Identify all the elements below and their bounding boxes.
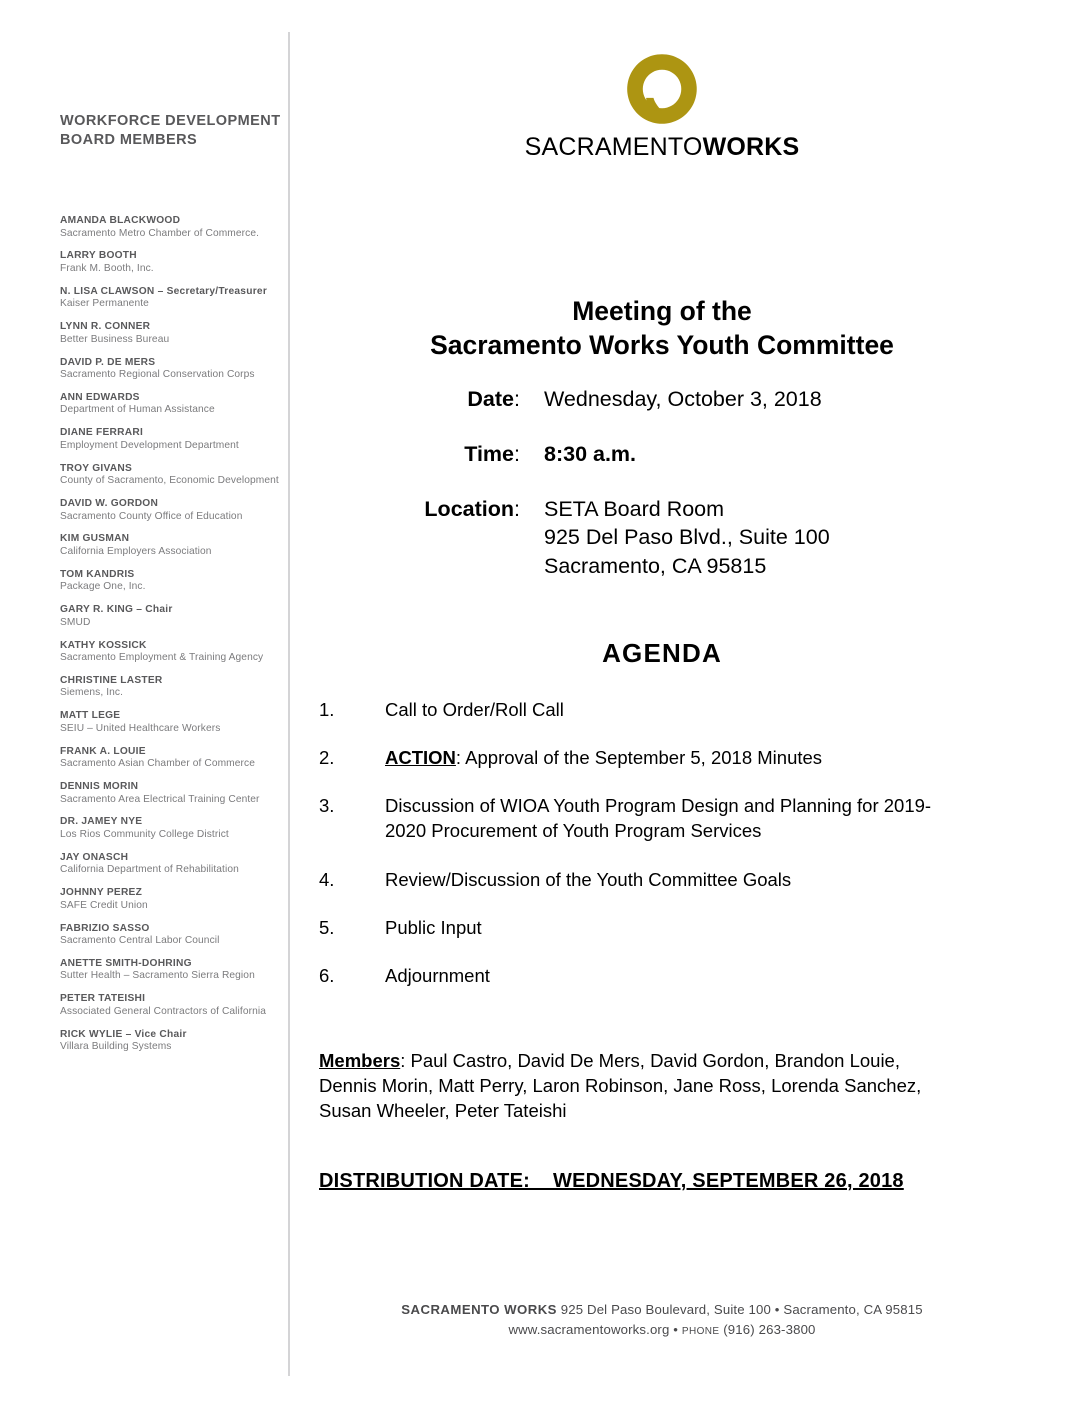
board-member-org: Sacramento Central Labor Council xyxy=(60,935,220,947)
footer-brand: SACRAMENTO WORKS xyxy=(401,1302,557,1317)
agenda-item-text: Adjournment xyxy=(385,964,490,986)
board-member-org: Villara Building Systems xyxy=(60,1041,172,1053)
board-member-entry xyxy=(60,640,282,665)
board-member-entry xyxy=(60,250,282,275)
board-member-entry xyxy=(60,321,282,346)
board-member-name: JOHNNY PEREZ xyxy=(60,887,143,899)
board-member-name: TROY GIVANS xyxy=(60,462,132,474)
meeting-date-label-text: Date xyxy=(467,387,515,411)
board-member-org: Sacramento Regional Conservation Corps xyxy=(60,369,255,381)
board-member-name: LYNN R. CONNER xyxy=(60,321,151,333)
agenda-item-number: 1. xyxy=(319,699,335,720)
board-member-entry xyxy=(60,357,282,382)
agenda-item xyxy=(319,963,979,988)
agenda-item-action-tag: ACTION xyxy=(385,747,456,769)
meeting-location-line3: Sacramento, CA 95815 xyxy=(544,554,767,579)
board-member-name: N. LISA CLAWSON – Secretary/Treasurer xyxy=(60,285,268,297)
board-member-entry xyxy=(60,958,282,983)
agenda-item xyxy=(319,745,979,770)
page-title xyxy=(312,294,1012,363)
vertical-divider xyxy=(288,32,290,1376)
meeting-time-label-text: Time xyxy=(464,441,515,466)
meeting-details xyxy=(312,385,1012,607)
agenda-item-number: 2. xyxy=(319,747,335,769)
board-member-name: JAY ONASCH xyxy=(60,851,129,863)
page-footer xyxy=(312,1300,1012,1340)
meeting-time-value: 8:30 a.m. xyxy=(544,441,637,466)
footer-phone-number: (916) 263-3800 xyxy=(719,1321,816,1337)
board-member-entry xyxy=(60,746,282,771)
board-member-entry xyxy=(60,215,282,240)
board-members-sidebar xyxy=(60,112,282,1064)
board-member-name: MATT LEGE xyxy=(60,710,121,722)
meeting-date-label xyxy=(312,385,520,414)
board-member-name: CHRISTINE LASTER xyxy=(60,674,163,686)
board-member-org: California Employers Association xyxy=(60,545,212,557)
board-member-name: FRANK A. LOUIE xyxy=(60,745,146,757)
board-member-org: Department of Human Assistance xyxy=(60,404,215,416)
agenda-item xyxy=(319,793,979,843)
board-member-entry xyxy=(60,1029,282,1054)
board-member-name: DR. JAMEY NYE xyxy=(60,816,143,828)
meeting-location-colon: : xyxy=(514,496,520,521)
board-member-org: California Department of Rehabilitation xyxy=(60,864,239,876)
board-member-name: ANN EDWARDS xyxy=(60,391,140,403)
board-member-entry xyxy=(60,604,282,629)
board-member-entry xyxy=(60,463,282,488)
distribution-date: DISTRIBUTION DATE: WEDNESDAY, SEPTEMBER 26, 2018 xyxy=(319,1170,904,1192)
footer-address: 925 Del Paso Boulevard, Suite 100 • Sacramento, CA 95815 xyxy=(556,1302,923,1317)
board-member-name: RICK WYLIE – Vice Chair xyxy=(60,1028,187,1040)
agenda-item-number: 6. xyxy=(319,964,335,986)
agenda-item-text: Call to Order/Roll Call xyxy=(385,699,564,720)
agenda-item xyxy=(319,867,979,892)
board-member-entry xyxy=(60,887,282,912)
meeting-time-row xyxy=(312,440,1012,469)
page-title-line2: Sacramento Works Youth Committee xyxy=(430,330,894,361)
board-member-entry xyxy=(60,569,282,594)
board-member-org: Better Business Bureau xyxy=(60,333,170,345)
board-member-org: SAFE Credit Union xyxy=(60,899,148,911)
meeting-location-line1: SETA Board Room xyxy=(544,496,725,521)
board-member-name: LARRY BOOTH xyxy=(60,250,137,262)
organization-logo xyxy=(312,52,1012,162)
board-member-org: Sacramento Metro Chamber of Commerce. xyxy=(60,227,260,239)
meeting-date-row xyxy=(312,385,1012,414)
agenda-item-number: 4. xyxy=(319,868,335,890)
meeting-location-row xyxy=(312,495,1012,581)
board-member-entry xyxy=(60,852,282,877)
sidebar-heading-line1: WORKFORCE DEVELOPMENT xyxy=(60,113,281,129)
board-member-entry xyxy=(60,427,282,452)
board-member-org: SEIU – United Healthcare Workers xyxy=(60,722,221,734)
board-member-name: AMANDA BLACKWOOD xyxy=(60,215,181,227)
agenda-item-text xyxy=(385,745,822,770)
board-member-org: Los Rios Community College District xyxy=(60,828,229,840)
agenda-item xyxy=(319,915,979,940)
agenda-item-list xyxy=(319,697,979,1011)
board-member-org: Frank M. Booth, Inc. xyxy=(60,262,154,274)
board-member-name: ANETTE SMITH-DOHRING xyxy=(60,957,192,969)
meeting-location-line2: 925 Del Paso Blvd., Suite 100 xyxy=(544,525,830,550)
board-member-name: KIM GUSMAN xyxy=(60,533,130,545)
sidebar-heading xyxy=(60,112,282,149)
meeting-location-value xyxy=(544,495,830,581)
agenda-item-text: Public Input xyxy=(385,916,482,938)
board-member-entry xyxy=(60,710,282,735)
sacramento-works-ring-icon xyxy=(625,52,699,126)
meeting-time-colon: : xyxy=(514,441,520,466)
agenda-item xyxy=(319,697,979,722)
board-member-list xyxy=(60,215,282,1054)
footer-contact-line xyxy=(312,1320,1012,1340)
board-member-entry xyxy=(60,816,282,841)
board-member-org: Package One, Inc. xyxy=(60,581,146,593)
meeting-location-label xyxy=(312,495,520,524)
agenda-heading: AGENDA xyxy=(602,638,722,668)
board-member-entry xyxy=(60,533,282,558)
committee-members-block xyxy=(319,1048,959,1123)
board-member-name: DIANE FERRARI xyxy=(60,427,144,439)
board-member-org: Sacramento Asian Chamber of Commerce xyxy=(60,758,255,770)
board-member-org: Siemens, Inc. xyxy=(60,687,124,699)
board-member-org: Employment Development Department xyxy=(60,439,239,451)
board-member-org: Sacramento County Office of Education xyxy=(60,510,243,522)
board-member-entry xyxy=(60,392,282,417)
board-member-name: FABRIZIO SASSO xyxy=(60,922,150,934)
board-member-name: DENNIS MORIN xyxy=(60,781,139,793)
committee-members-label: Members xyxy=(319,1050,401,1071)
page-title-line1: Meeting of the xyxy=(572,296,752,326)
board-member-entry xyxy=(60,675,282,700)
footer-address-line xyxy=(312,1300,1012,1320)
board-member-entry xyxy=(60,498,282,523)
board-member-org: Associated General Contractors of California xyxy=(60,1005,266,1017)
logo-wordmark-light: SACRAMENTO xyxy=(524,133,703,161)
board-member-name: TOM KANDRIS xyxy=(60,568,135,580)
board-member-org: Kaiser Permanente xyxy=(60,298,149,310)
board-member-org: Sutter Health – Sacramento Sierra Region xyxy=(60,970,255,982)
board-member-entry xyxy=(60,286,282,311)
agenda-item-number: 3. xyxy=(319,795,335,817)
board-member-org: Sacramento Area Electrical Training Center xyxy=(60,793,260,805)
agenda-item-body: : Approval of the September 5, 2018 Minutes xyxy=(455,747,823,769)
footer-phone-label: PHONE xyxy=(681,1325,720,1337)
board-member-entry xyxy=(60,923,282,948)
agenda-item-text: Review/Discussion of the Youth Committee Goals xyxy=(385,868,792,890)
board-member-name: KATHY KOSSICK xyxy=(60,639,147,651)
board-member-name: DAVID P. DE MERS xyxy=(60,356,156,368)
footer-website[interactable]: www.sacramentoworks.org xyxy=(508,1321,670,1337)
logo-wordmark-bold: WORKS xyxy=(702,133,800,161)
logo-wordmark xyxy=(312,133,1012,162)
board-member-org: Sacramento Employment & Training Agency xyxy=(60,652,264,664)
board-member-entry xyxy=(60,993,282,1018)
agenda-item-number: 5. xyxy=(319,916,335,938)
footer-separator: • xyxy=(669,1321,682,1337)
committee-members-names: : Paul Castro, David De Mers, David Gordon, Brandon Louie, Dennis Morin, Matt Perry, Laron Robinson, Jane Ross, Lorenda Sanchez, Susan Wheeler, Peter Tateishi xyxy=(319,1050,922,1122)
meeting-time-label xyxy=(312,440,520,469)
meeting-date-colon: : xyxy=(514,387,520,411)
board-member-name: PETER TATEISHI xyxy=(60,993,146,1005)
board-member-name: GARY R. KING – Chair xyxy=(60,604,173,616)
board-member-org: County of Sacramento, Economic Development xyxy=(60,475,279,487)
board-member-org: SMUD xyxy=(60,616,91,628)
meeting-date-value: Wednesday, October 3, 2018 xyxy=(544,387,822,411)
meeting-location-label-text: Location xyxy=(424,496,515,521)
agenda-item-text: Discussion of WIOA Youth Program Design and Planning for 2019-2020 Procurement of Youth Program Services xyxy=(385,795,932,842)
board-member-name: DAVID W. GORDON xyxy=(60,498,159,510)
sidebar-heading-line2: BOARD MEMBERS xyxy=(60,131,198,148)
board-member-entry xyxy=(60,781,282,806)
